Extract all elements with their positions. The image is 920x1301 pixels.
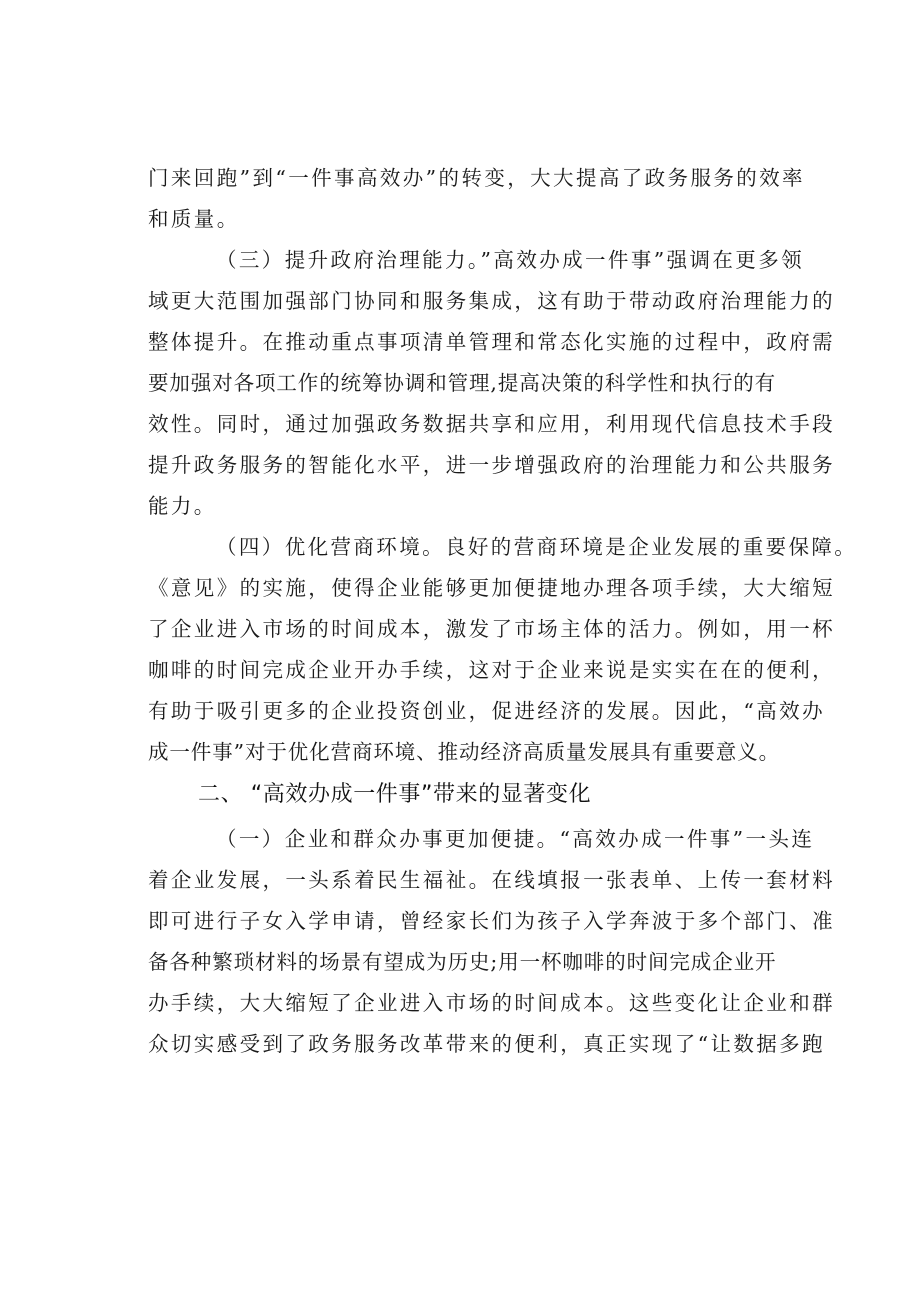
paragraph-line: 域更大范围加强部门协同和服务集成，这有助于带动政府治理能力的: [148, 289, 835, 313]
paragraph-line: 了企业进入市场的时间成本，激发了市场主体的活力。例如，用一杯: [148, 617, 835, 641]
paragraph-line: 《意见》的实施，使得企业能够更加便捷地办理各项手续，大大缩短: [148, 576, 835, 600]
paragraph-line: 要加强对各项工作的统筹协调和管理,提高决策的科学性和执行的有: [148, 371, 777, 395]
section-heading: 二、 “高效办成一件事”带来的显著变化: [198, 782, 592, 807]
body-text: [148, 158, 858, 1065]
subsection-1-first-line: （一）企业和群众办事更加便捷。“高效办成一件事”一头连: [216, 827, 815, 851]
paragraph-line: 和质量。: [148, 207, 240, 231]
paragraph-line: 提升政务服务的智能化水平，进一步增强政府的治理能力和公共服务: [148, 453, 835, 477]
paragraph-line: 着企业发展，一头系着民生福祉。在线填报一张表单、上传一套材料: [148, 868, 835, 892]
section-3-first-line: （三）提升政府治理能力。”高效办成一件事”强调在更多领: [216, 248, 805, 272]
paragraph-line: 整体提升。在推动重点事项清单管理和常态化实施的过程中，政府需: [148, 330, 835, 354]
paragraph-line: 成一件事”对于优化营商环境、推动经济高质量发展具有重要意义。: [148, 740, 780, 764]
paragraph-line: 咖啡的时间完成企业开办手续，这对于企业来说是实实在在的便利，: [148, 658, 835, 682]
paragraph-line: 备各种繁琐材料的场景有望成为历史;用一杯咖啡的时间完成企业开: [148, 950, 777, 974]
paragraph-line: 效性。同时，通过加强政务数据共享和应用，利用现代信息技术手段: [148, 412, 835, 436]
paragraph-line: 办手续，大大缩短了企业进入市场的时间成本。这些变化让企业和群: [148, 991, 835, 1015]
paragraph-line: 门来回跑”到“一件事高效办”的转变，大大提高了政务服务的效率: [148, 166, 805, 190]
paragraph-line: 众切实感受到了政务服务改革带来的便利，真正实现了“让数据多跑: [148, 1032, 825, 1056]
paragraph-line: 能力。: [148, 494, 217, 518]
paragraph-line: 即可进行子女入学申请，曾经家长们为孩子入学奔波于多个部门、准: [148, 909, 835, 933]
section-4-first-line: （四）优化营商环境。良好的营商环境是企业发展的重要保障。: [216, 535, 858, 559]
paragraph-line: 有助于吸引更多的企业投资创业，促进经济的发展。因此，“高效办: [148, 699, 825, 723]
